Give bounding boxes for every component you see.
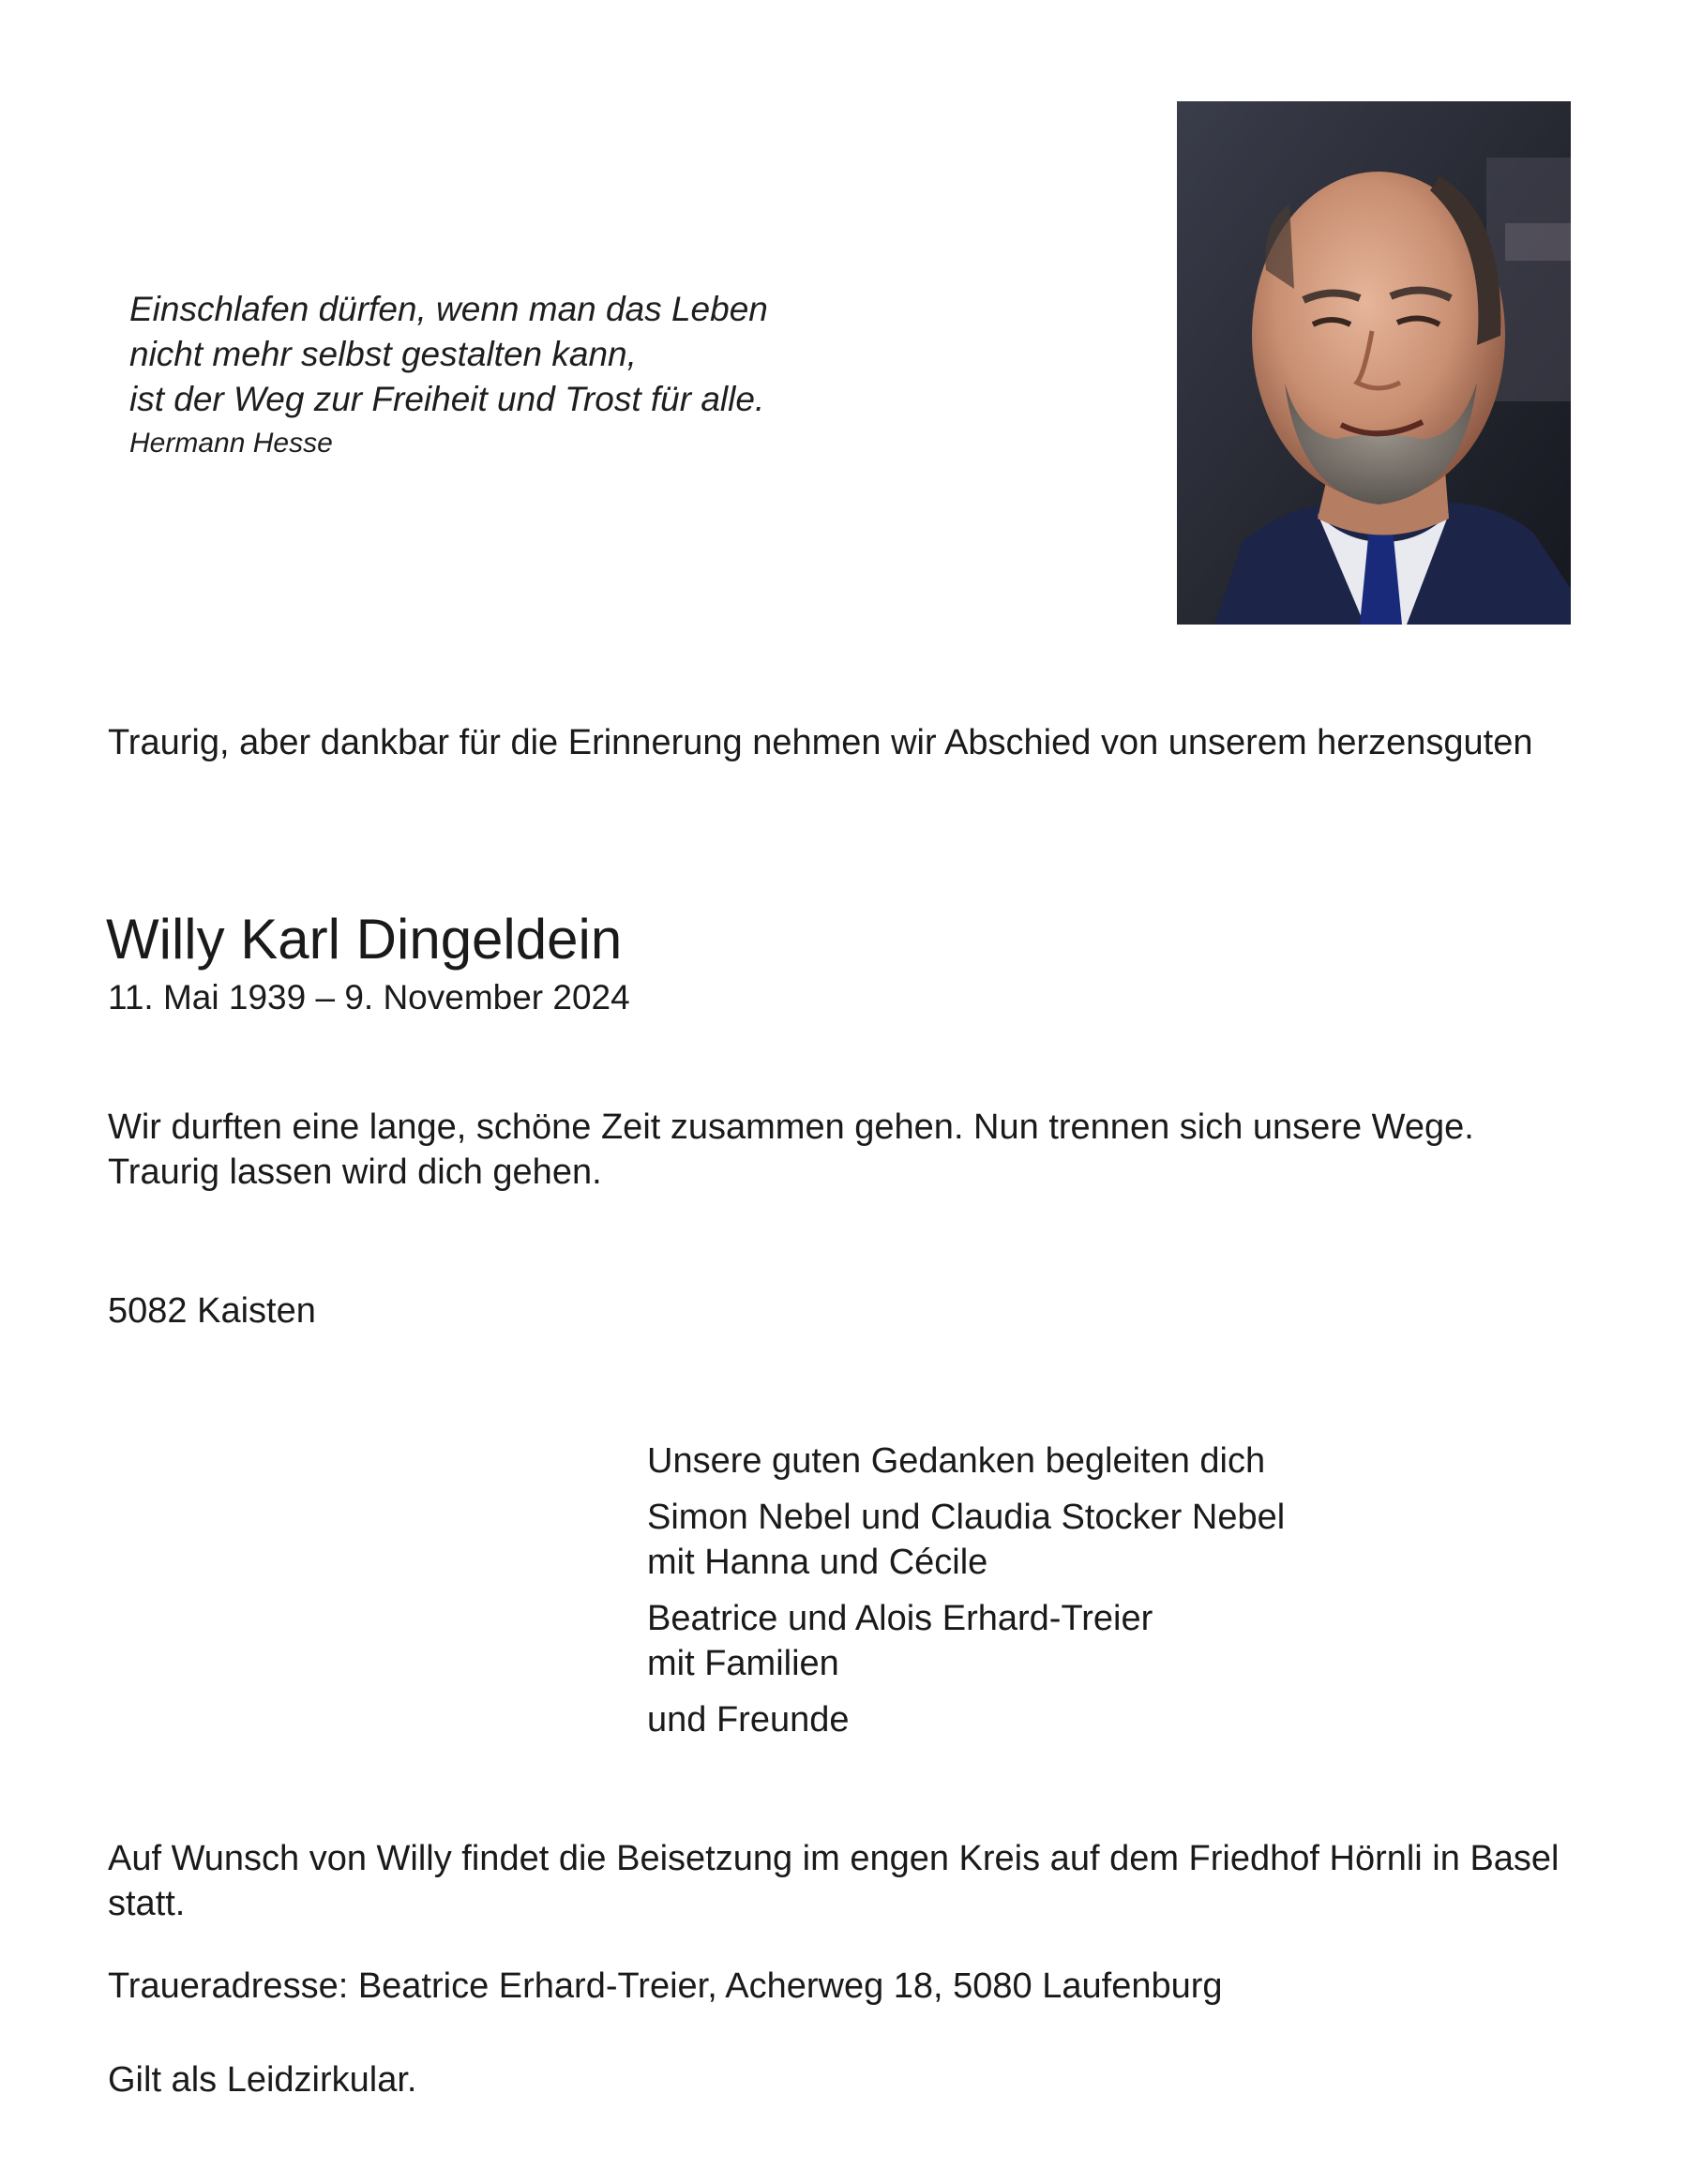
- quote-author: Hermann Hesse: [129, 428, 333, 459]
- mourner-line: und Freunde: [647, 1700, 850, 1740]
- quote-line: ist der Weg zur Freiheit und Trost für alle.: [129, 380, 765, 418]
- burial-notice: Auf Wunsch von Willy findet die Beisetzung im engen Kreis auf dem Friedhof Hörnli in Basel statt.: [108, 1839, 1560, 1923]
- circular-note: Gilt als Leidzirkular.: [108, 2060, 417, 2100]
- mourners-block: [647, 1438, 1547, 1754]
- mourner-line: Beatrice und Alois Erhard-Treier: [647, 1599, 1153, 1638]
- portrait-photo: [1177, 101, 1571, 625]
- life-dates: 11. Mai 1939 – 9. November 2024: [108, 978, 630, 1017]
- intro-text: Traurig, aber dankbar für die Erinnerung nehmen wir Abschied von unserem herzensguten: [108, 723, 1533, 762]
- mourner-line: mit Hanna und Cécile: [647, 1543, 988, 1582]
- mourning-address: Traueradresse: Beatrice Erhard-Treier, Acherweg 18, 5080 Laufenburg: [108, 1966, 1223, 2006]
- mourners-heading-text: Unsere guten Gedanken begleiten dich: [647, 1441, 1266, 1481]
- quote-line: nicht mehr selbst gestalten kann,: [129, 335, 637, 373]
- mourners-heading: [647, 1438, 1547, 1484]
- mourner-group: [647, 1495, 1547, 1585]
- mourner-line: Simon Nebel und Claudia Stocker Nebel: [647, 1498, 1286, 1537]
- place-of-residence: 5082 Kaisten: [108, 1291, 316, 1331]
- mourner-group: [647, 1596, 1547, 1686]
- mourner-line: mit Familien: [647, 1644, 839, 1683]
- farewell-message: Wir durften eine lange, schöne Zeit zusammen gehen. Nun trennen sich unsere Wege. Traurig lassen wird dich gehen.: [108, 1107, 1474, 1192]
- deceased-name: Willy Karl Dingeldein: [106, 908, 623, 971]
- quote-line: Einschlafen dürfen, wenn man das Leben: [129, 290, 768, 328]
- mourner-group: [647, 1697, 1547, 1742]
- quote-block: [129, 287, 973, 461]
